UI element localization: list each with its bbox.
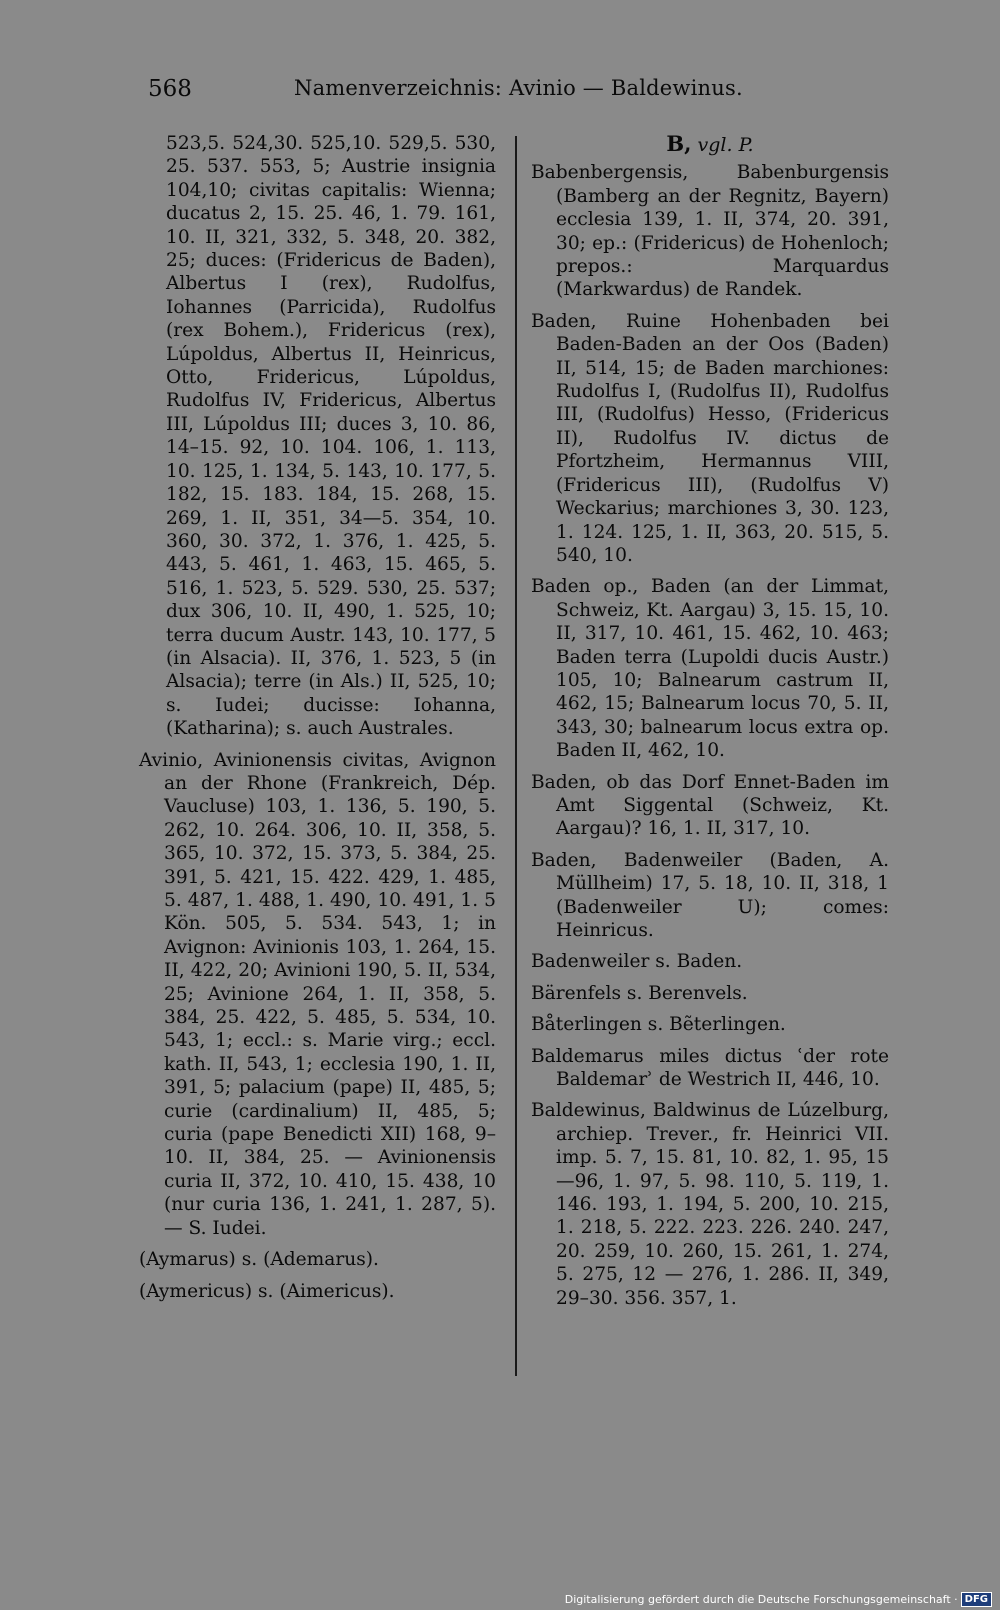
index-entry: (Aymericus) s. (Aimericus). <box>139 1280 395 1302</box>
index-entry: Baldewinus, Baldwinus de Lúzelburg, archiep. Trever., fr. Heinrici VII. imp. 5. 7, 15. 81, 10. 82, 1. 95, 15—96, 1. 97, 5. 98. 110, 5. 119, 1. 146. 193, 1. 194, 5. 200, 10. 215, 1. 218, 5. 222. 223. 226. 240. 247, 20. 259, 10. 260, 15. 261, 1. 274, 5. 275, 12 — 276, 1. 286. II, 349, 29–30. 356. 357, 1. <box>531 1100 889 1309</box>
index-entry: (Aymarus) s. (Ademarus). <box>139 1249 379 1271</box>
left-column <box>139 132 496 1311</box>
index-entry: Baden, Badenweiler (Baden, A. Müllheim) 17, 5. 18, 10. II, 318, 1 (Badenweiler U); comes: Heinricus. <box>531 849 889 941</box>
right-column <box>531 132 889 1318</box>
page-number: 568 <box>148 76 192 102</box>
page-header <box>148 76 888 112</box>
index-entry: Babenbergensis, Babenburgensis (Bamberg an der Regnitz, Bayern) ecclesia 139, 1. II, 374, 20. 391, 30; ep.: (Fridericus) de Hohenloch; prepos.: Marquardus (Markwardus) de Randek. <box>531 162 889 301</box>
index-entry: Badenweiler s. Baden. <box>531 951 743 973</box>
section-heading <box>531 132 889 157</box>
section-letter: B, <box>666 131 692 156</box>
index-entry: Båterlingen s. Bẽterlingen. <box>531 1014 786 1036</box>
index-entry: Avinio, Avinionensis civitas, Avignon an der Rhone (Frankreich, Dép. Vaucluse) 103, 1. 136, 5. 190, 5. 262, 10. 264. 306, 10. II, 358, 5. 365, 10. 372, 15. 373, 5. 384, 25. 391, 5. 421, 15. 422. 429, 1. 485, 5. 487, 1. 488, 1. 490, 10. 491, 1. 5 Kön. 505, 5. 534. 543, 1; in Avignon: Avinionis 103, 1. 264, 15. II, 422, 20; Avinioni 190, 5. II, 534, 25; Avinione 264, 1. II, 358, 5. 384, 25. 422, 5. 485, 5. 534, 10. 543, 1; eccl.: s. Marie virg.; eccl. kath. II, 543, 1; ecclesia 190, 1. II, 391, 5; palacium (pape) II, 485, 5; curie (cardinalium) II, 485, 5; curia (pape Benedicti XII) 168, 9–10. II, 384, 25. — Avinionensis curia II, 372, 10. 410, 15. 438, 10 (nur curia 136, 1. 241, 1. 287, 5). — S. Iudei. <box>139 749 496 1239</box>
index-entry: Baden, Ruine Hohenbaden bei Baden-Baden an der Oos (Baden) II, 514, 15; de Baden marchiones: Rudolfus I, (Rudolfus II), Rudolfus III, (Rudolfus) Hesso, (Fridericus II), Rudolfus IV. dictus de Pfortzheim, Hermannus VIII, (Fridericus III), (Rudolfus V) Weckarius; marchiones 3, 30. 123, 1. 124. 125, 1. II, 363, 20. 515, 5. 540, 10. <box>531 310 889 566</box>
column-divider <box>515 136 517 1376</box>
running-head: Namenverzeichnis: Avinio — Baldewinus. <box>294 76 743 100</box>
digitization-footer <box>565 1592 992 1607</box>
index-entry: Bärenfels s. Berenvels. <box>531 982 748 1004</box>
index-entry: 523,5. 524,30. 525,10. 529,5. 530, 25. 537. 553, 5; Austrie insignia 104,10; civitas capitalis: Wienna; ducatus 2, 15. 25. 46, 1. 79. 161, 10. II, 321, 332, 5. 348, 20. 382, 25; duces: (Fridericus de Baden), Albertus I (rex), Rudolfus, Iohannes (Parricida), Rudolfus (rex Bohem.), Fridericus (rex), Lúpoldus, Albertus II, Heinricus, Otto, Fridericus, Lúpoldus, Rudolfus IV, Fridericus, Albertus III, Lúpoldus III; duces 3, 10. 86, 14–15. 92, 10. 104. 106, 1. 113, 10. 125, 1. 134, 5. 143, 10. 177, 5. 182, 15. 183. 184, 15. 268, 15. 269, 1. II, 351, 34—5. 354, 10. 360, 30. 372, 1. 376, 1. 425, 5. 443, 5. 461, 1. 463, 15. 465, 5. 516, 1. 523, 5. 529. 530, 25. 537; dux 306, 10. II, 490, 1. 525, 10; terra ducum Austr. 143, 10. 177, 5 (in Alsacia). II, 376, 1. 523, 5 (in Alsacia); terre (in Als.) II, 525, 10; s. Iudei; ducisse: Iohanna, (Katharina); s. auch Australes. <box>166 133 496 740</box>
dfg-logo: DFG <box>961 1592 992 1607</box>
index-entry: Baden, ob das Dorf Ennet-Baden im Amt Siggental (Schweiz, Kt. Aargau)? 16, 1. II, 317, 10. <box>531 771 889 840</box>
section-reference: vgl. P. <box>697 134 754 156</box>
footer-text: Digitalisierung gefördert durch die Deutsche Forschungsgemeinschaft · <box>564 1593 958 1606</box>
index-entry: Baden op., Baden (an der Limmat, Schweiz, Kt. Aargau) 3, 15. 15, 10. II, 317, 10. 461, 15. 462, 10. 463; Baden terra (Lupoldi ducis Austr.) 105, 10; Balnearum castrum II, 462, 15; Balnearum locus 70, 5. II, 343, 30; balnearum locus extra op. Baden II, 462, 10. <box>531 576 889 762</box>
index-entry: Baldemarus miles dictus ʿder rote Baldemarʾ de Westrich II, 446, 10. <box>531 1045 889 1091</box>
